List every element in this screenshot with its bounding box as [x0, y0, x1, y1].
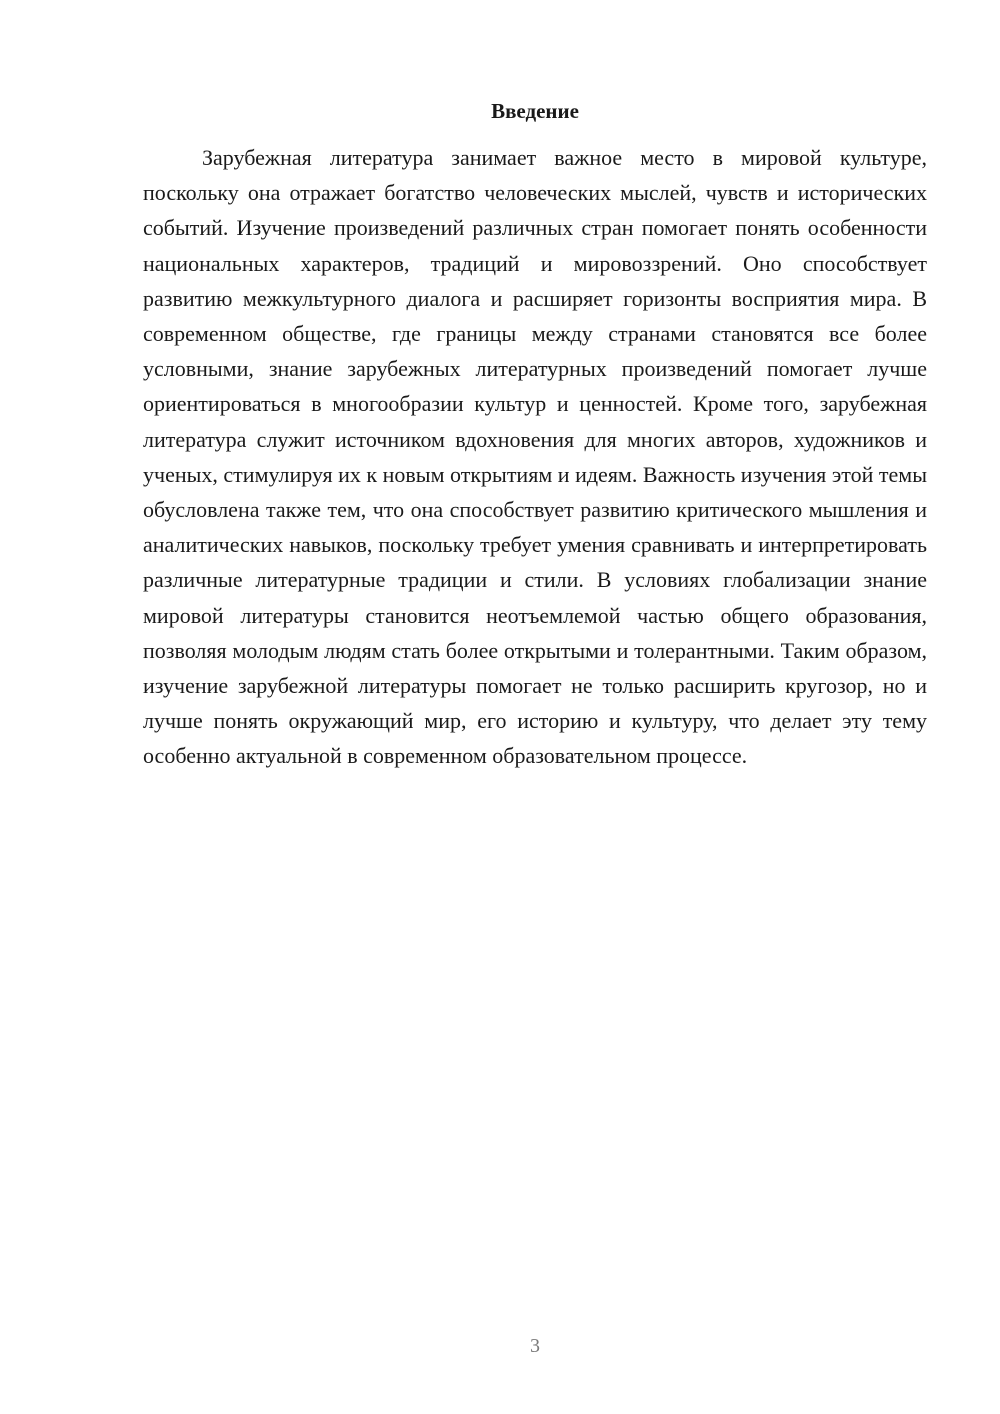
section-heading: Введение — [491, 99, 579, 123]
body-paragraph: Зарубежная литература занимает важное место в мировой культуре, поскольку она отражает богатство человеческих мыслей, чувств и исторических событий. Изучение произведений различных стран помогает понять особенности национальных характеров, традиций и мировоззрений. Оно способствует развитию межкультурного диалога и расширяет горизонты восприятия мира. В современном обществе, где границы между странами становятся все более условными, знание зарубежных литературных произведений помогает лучше ориентироваться в многообразии культур и ценностей. Кроме того, зарубежная литература служит источником вдохновения для многих авторов, художников и ученых, стимулируя их к новым открытиям и идеям. Важность изучения этой темы обусловлена также тем, что она способствует развитию критического мышления и аналитических навыков, поскольку требует умения сравнивать и интерпретировать различные литературные традиции и стили. В условиях глобализации знание мировой литературы становится неотъемлемой частью общего образования, позволяя молодым людям стать более открытыми и толерантными. Таким образом, изучение зарубежной литературы помогает не только расширить кругозор, но и лучше понять окружающий мир, его историю и культуру, что делает эту тему особенно актуальной в современном образовательном процессе. — [143, 145, 927, 769]
page-number: 3 — [530, 1335, 540, 1357]
